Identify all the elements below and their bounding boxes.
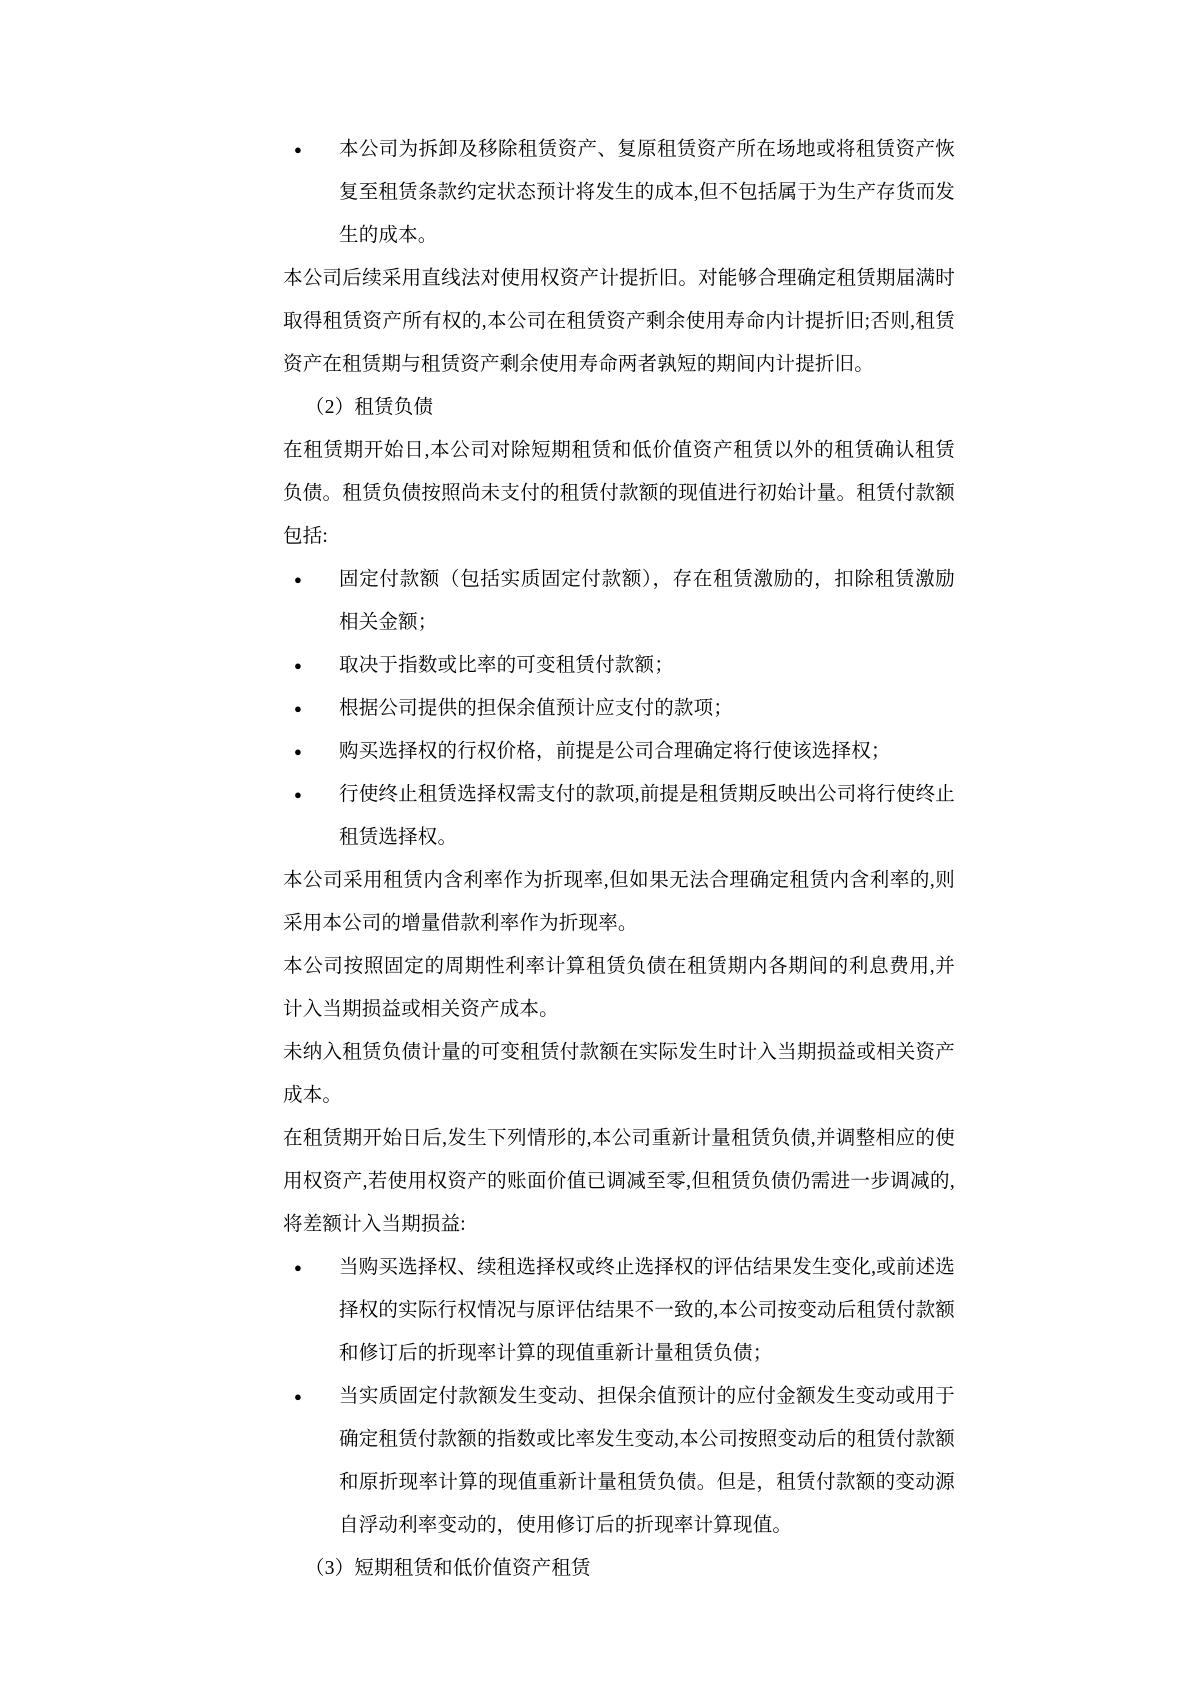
list-item [283, 558, 955, 644]
discount-rate-paragraph: 本公司采用租赁内含利率作为折现率,但如果无法合理确定租赁内含利率的,则采用本公司的增量借款利率作为折现率。 [283, 870, 955, 934]
list-item-text: 本公司为拆卸及移除租赁资产、复原租赁资产所在场地或将租赁资产恢复至租赁条款约定状态预计将发生的成本,但不包括属于为生产存货而发生的成本。 [339, 139, 955, 246]
list-item-text: 当购买选择权、续租选择权或终止选择权的评估结果发生变化,或前述选择权的实际行权情况与原评估结果不一致的,本公司按变动后租赁付款额和修订后的折现率计算的现值重新计量租赁负债； [339, 1257, 955, 1364]
list-item [283, 128, 955, 257]
list-item-text: 购买选择权的行权价格，前提是公司合理确定将行使该选择权； [339, 741, 891, 762]
lease-payment-components-list [283, 558, 955, 859]
list-item-text: 当实质固定付款额发生变动、担保余值预计的应付金额发生变动或用于确定租赁付款额的指数或比率发生变动,本公司按照变动后的租赁付款额和原折现率计算的现值重新计量租赁负债。但是，租赁付款额的变动源自浮动利率变动的，使用修订后的折现率计算现值。 [339, 1386, 955, 1536]
section-heading-short-term-lease: （3）短期租赁和低价值资产租赁 [305, 1558, 591, 1579]
bullet-icon: ● [293, 572, 303, 587]
section-heading-lease-liability: （2）租赁负债 [305, 397, 434, 418]
list-item [283, 644, 955, 687]
bullet-icon: ● [293, 142, 303, 157]
interest-expense-paragraph: 本公司按照固定的周期性利率计算租赁负债在租赁期内各期间的利息费用,并计入当期损益或相关资产成本。 [283, 956, 955, 1020]
bullet-icon: ● [293, 701, 303, 716]
lease-asset-restoration-cost-list [283, 128, 955, 257]
remeasurement-trigger-list [283, 1246, 955, 1547]
bullet-icon: ● [293, 658, 303, 673]
list-item [283, 1375, 955, 1547]
remeasurement-paragraph: 在租赁期开始日后,发生下列情形的,本公司重新计量租赁负债,并调整相应的使用权资产,若使用权资产的账面价值已调减至零,但租赁负债仍需进一步调减的,将差额计入当期损益: [283, 1128, 955, 1235]
list-item [283, 687, 955, 730]
bullet-icon: ● [293, 787, 303, 802]
list-item-text: 取决于指数或比率的可变租赁付款额； [339, 655, 674, 676]
lease-liability-initial-measurement-paragraph: 在租赁期开始日,本公司对除短期租赁和低价值资产租赁以外的租赁确认租赁负债。租赁负债按照尚未支付的租赁付款额的现值进行初始计量。租赁付款额包括: [283, 440, 955, 547]
bullet-icon: ● [293, 1389, 303, 1404]
list-item [283, 773, 955, 859]
list-item-text: 根据公司提供的担保余值预计应支付的款项； [339, 698, 734, 719]
depreciation-paragraph: 本公司后续采用直线法对使用权资产计提折旧。对能够合理确定租赁期届满时取得租赁资产所有权的,本公司在租赁资产剩余使用寿命内计提折旧;否则,租赁资产在租赁期与租赁资产剩余使用寿命两者孰短的期间内计提折旧。 [283, 268, 955, 375]
document-body [283, 128, 955, 1590]
variable-payments-paragraph: 未纳入租赁负债计量的可变租赁付款额在实际发生时计入当期损益或相关资产成本。 [283, 1042, 955, 1106]
list-item-text: 固定付款额（包括实质固定付款额），存在租赁激励的，扣除租赁激励相关金额； [339, 569, 955, 633]
list-item-text: 行使终止租赁选择权需支付的款项,前提是租赁期反映出公司将行使终止租赁选择权。 [339, 784, 955, 848]
list-item [283, 730, 955, 773]
list-item [283, 1246, 955, 1375]
bullet-icon: ● [293, 744, 303, 759]
bullet-icon: ● [293, 1260, 303, 1275]
